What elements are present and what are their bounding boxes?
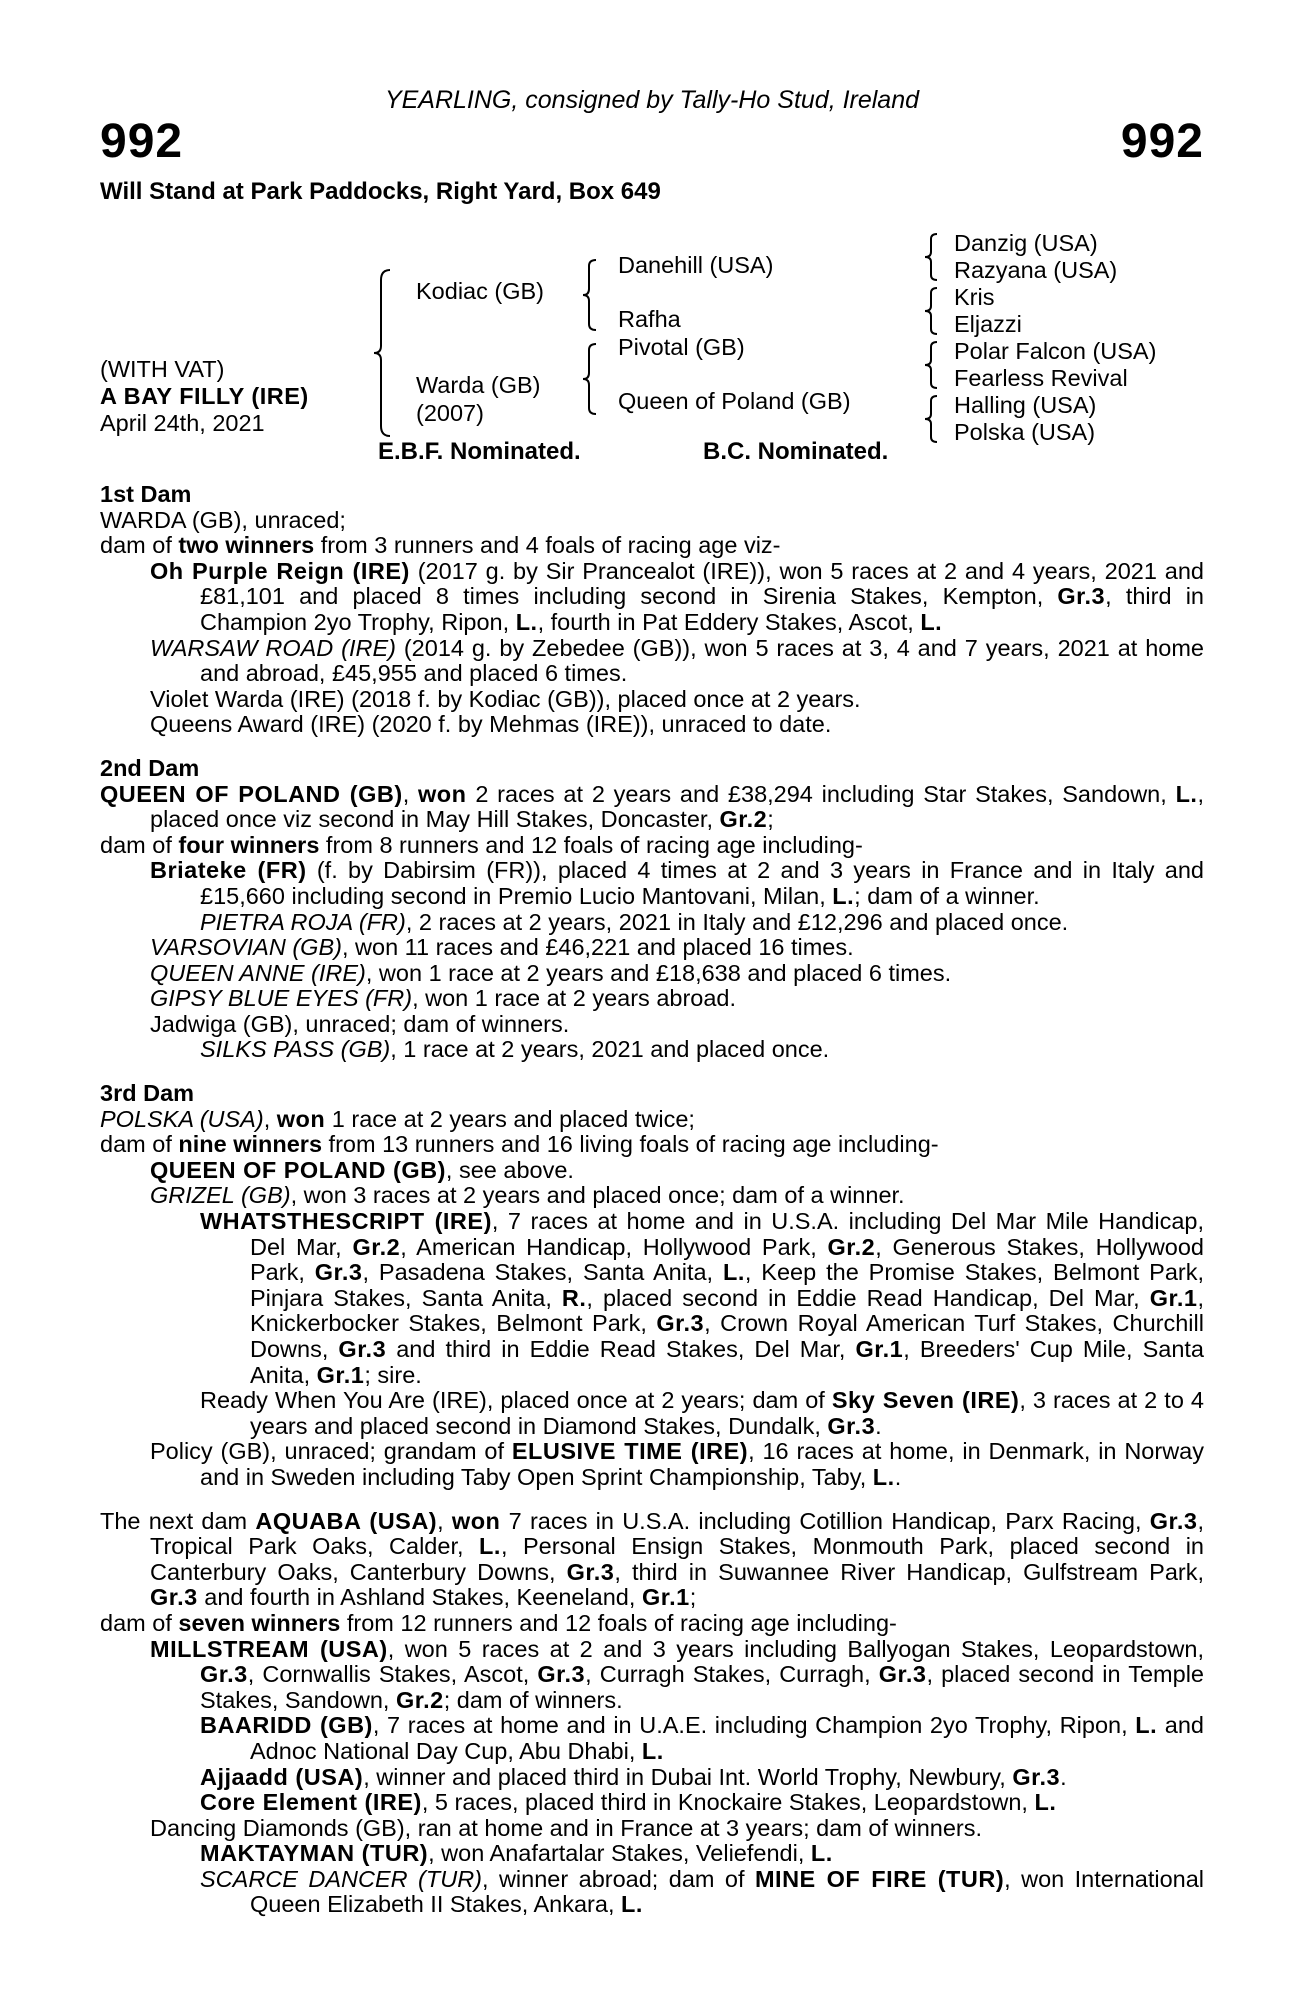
brace-g3-4 <box>922 394 942 444</box>
dam-line: QUEEN OF POLAND (GB), won 2 races at 2 years and £38,294 including Star Stakes, Sandown, L., placed once viz second in May Hill Stakes, Doncaster, Gr.2; <box>100 780 1204 833</box>
grand-offspring-entry: Core Element (IRE), 5 races, placed third in Knockaire Stakes, Leopardstown, L. <box>200 1789 1057 1816</box>
brace-g3-2 <box>922 286 942 336</box>
offspring-entry: Jadwiga (GB), unraced; dam of winners. <box>150 1010 570 1037</box>
grand-offspring-entry: SILKS PASS (GB), 1 race at 2 years, 2021 and placed once. <box>200 1036 830 1063</box>
dam-year: (2007) <box>416 400 484 426</box>
offspring-entry: Oh Purple Reign (IRE) (2017 g. by Sir Prancealot (IRE)), won 5 races at 2 and 4 years, 2021 and £81,101 and placed 8 times including second in Sirenia Stakes, Kempton, Gr.3, third in Champion 2yo Trophy, Ripon, L., fourth in Pat Eddery Stakes, Ascot, L. <box>150 557 1204 635</box>
offspring-entry: Queens Award (IRE) (2020 f. by Mehmas (IRE)), unraced to date. <box>150 711 832 738</box>
brace-dam-line <box>580 342 600 416</box>
offspring-entry: QUEEN ANNE (IRE), won 1 race at 2 years and £18,638 and placed 6 times. <box>150 959 952 986</box>
pedigree-table <box>100 208 1204 448</box>
dam-name: Warda (GB) <box>416 372 541 398</box>
lot-number-left: 992 <box>100 115 184 168</box>
grand-offspring-entry: Ajjaadd (USA), winner and placed third in Dubai Int. World Trophy, Newbury, Gr.3. <box>200 1763 1067 1790</box>
grand-offspring-entry: PIETRA ROJA (FR), 2 races at 2 years, 2021 in Italy and £12,296 and placed once. <box>200 908 1069 935</box>
sire-sire: Danehill (USA) <box>618 252 774 278</box>
brace-g3-3 <box>922 340 942 390</box>
horse-name: A BAY FILLY (IRE) <box>100 383 309 409</box>
foaling-date: April 24th, 2021 <box>100 410 265 436</box>
offspring-entry: Policy (GB), unraced; grandam of ELUSIVE TIME (IRE), 16 races at home, in Denmark, in Norway and in Sweden including Taby Open Sprint Championship, Taby, L.. <box>150 1438 1204 1490</box>
stand-location: Will Stand at Park Paddocks, Right Yard, Box 649 <box>100 178 661 205</box>
dam-produce-summary: dam of seven winners from 12 runners and 12 foals of racing age including- <box>100 1609 897 1636</box>
brace-gen1 <box>370 268 396 438</box>
offspring-entry: VARSOVIAN (GB), won 11 races and £46,221 and placed 16 times. <box>150 934 854 961</box>
grand-offspring-entry: SCARCE DANCER (TUR), winner abroad; dam of MINE OF FIRE (TUR), won International Queen Elizabeth II Stakes, Ankara, L. <box>200 1865 1204 1918</box>
dam-sire: Pivotal (GB) <box>618 334 745 360</box>
bc-nomination: B.C. Nominated. <box>703 438 889 465</box>
sire-dam: Rafha <box>618 306 681 332</box>
offspring-entry: Violet Warda (IRE) (2018 f. by Kodiac (GB)), placed once at 2 years. <box>150 685 861 712</box>
dam-produce-summary: dam of two winners from 3 runners and 4 foals of racing age viz- <box>100 532 781 559</box>
gen3-0: Danzig (USA) <box>954 230 1098 256</box>
gen3-1: Razyana (USA) <box>954 257 1118 283</box>
dam-line: The next dam AQUABA (USA), won 7 races in U.S.A. including Cotillion Handicap, Parx Racing, Gr.3, Tropical Park Oaks, Calder, L., Personal Ensign Stakes, Monmouth Park, placed second in Canterbury Oaks, Canterbury Downs, Gr.3, third in Suwannee River Handicap, Gulfstream Park, Gr.3 and fourth in Ashland Stakes, Keeneland, Gr.1; <box>100 1507 1205 1611</box>
second-dam-section <box>100 756 1204 1063</box>
offspring-entry: Briateke (FR) (f. by Dabirsim (FR)), placed 4 times at 2 and 3 years in France and in Italy and £15,660 including second in Premio Lucio Mantovani, Milan, L.; dam of a winner. <box>150 857 1204 909</box>
section-heading: 1st Dam <box>100 481 192 507</box>
offspring-entry: GIPSY BLUE EYES (FR), won 1 race at 2 years abroad. <box>150 985 737 1012</box>
catalogue-body <box>100 482 1204 1918</box>
consignment-line: YEARLING, consigned by Tally-Ho Stud, Ireland <box>384 86 920 114</box>
offspring-entry: Dancing Diamonds (GB), ran at home and in France at 3 years; dam of winners. <box>150 1814 983 1841</box>
brace-sire-line <box>580 258 600 332</box>
first-dam-section <box>100 482 1204 738</box>
lot-number-right: 992 <box>1120 115 1204 168</box>
gen3-2: Kris <box>954 284 995 310</box>
dam-dam: Queen of Poland (GB) <box>618 388 851 414</box>
grand-offspring-entry: WHATSTHESCRIPT (IRE), 7 races at home and in U.S.A. including Del Mar Mile Handicap, Del Mar, Gr.2, American Handicap, Hollywood Park, Gr.2, Generous Stakes, Hollywood Park, Gr.3, Pasadena Stakes, Santa Anita, L., Keep the Promise Stakes, Belmont Park, Pinjara Stakes, Santa Anita, R., placed second in Eddie Read Handicap, Del Mar, Gr.1, Knickerbocker Stakes, Belmont Park, Gr.3, Crown Royal American Turf Stakes, Churchill Downs, Gr.3 and third in Eddie Read Stakes, Del Mar, Gr.1, Breeders' Cup Mile, Santa Anita, Gr.1; sire. <box>200 1208 1205 1388</box>
section-heading: 3rd Dam <box>100 1080 195 1107</box>
gen3-3: Eljazzi <box>954 311 1022 337</box>
dam-produce-summary: dam of four winners from 8 runners and 12 foals of racing age including- <box>100 831 863 858</box>
gen3-4: Polar Falcon (USA) <box>954 338 1157 364</box>
offspring-entry: WARSAW ROAD (IRE) (2014 g. by Zebedee (GB)), won 5 races at 3, 4 and 7 years, 2021 at home and abroad, £45,955 and placed 6 times. <box>150 634 1204 687</box>
brace-g3-1 <box>922 232 942 282</box>
offspring-entry: Ready When You Are (IRE), placed once at 2 years; dam of Sky Seven (IRE), 3 races at 2 to 4 years and placed second in Diamond Stakes, Dundalk, Gr.3. <box>200 1387 1204 1439</box>
section-heading: 2nd Dam <box>100 754 200 781</box>
grand-offspring-entry: MAKTAYMAN (TUR), won Anafartalar Stakes, Veliefendi, L. <box>200 1840 833 1867</box>
dam-produce-summary: dam of nine winners from 13 runners and 16 living foals of racing age including- <box>100 1131 939 1158</box>
gen3-7: Polska (USA) <box>954 419 1096 445</box>
offspring-entry: GRIZEL (GB), won 3 races at 2 years and placed once; dam of a winner. <box>150 1182 905 1209</box>
sire-name: Kodiac (GB) <box>416 278 544 304</box>
ebf-nomination: E.B.F. Nominated. <box>378 438 581 465</box>
gen3-6: Halling (USA) <box>954 392 1097 418</box>
vat-note: (WITH VAT) <box>100 356 225 382</box>
dam-line: WARDA (GB), unraced; <box>100 506 346 533</box>
dam-line: POLSKA (USA), won 1 race at 2 years and placed twice; <box>100 1105 695 1132</box>
gen3-5: Fearless Revival <box>954 365 1128 391</box>
third-dam-section <box>100 1081 1204 1491</box>
grand-offspring-entry: BAARIDD (GB), 7 races at home and in U.A.E. including Champion 2yo Trophy, Ripon, L. and Adnoc National Day Cup, Abu Dhabi, L. <box>200 1712 1204 1764</box>
offspring-entry: QUEEN OF POLAND (GB), see above. <box>150 1156 574 1183</box>
next-dam-section <box>100 1509 1204 1919</box>
offspring-entry: MILLSTREAM (USA), won 5 races at 2 and 3 years including Ballyogan Stakes, Leopardstown, Gr.3, Cornwallis Stakes, Ascot, Gr.3, Curragh Stakes, Curragh, Gr.3, placed second in Temple Stakes, Sandown, Gr.2; dam of winners. <box>150 1635 1204 1713</box>
